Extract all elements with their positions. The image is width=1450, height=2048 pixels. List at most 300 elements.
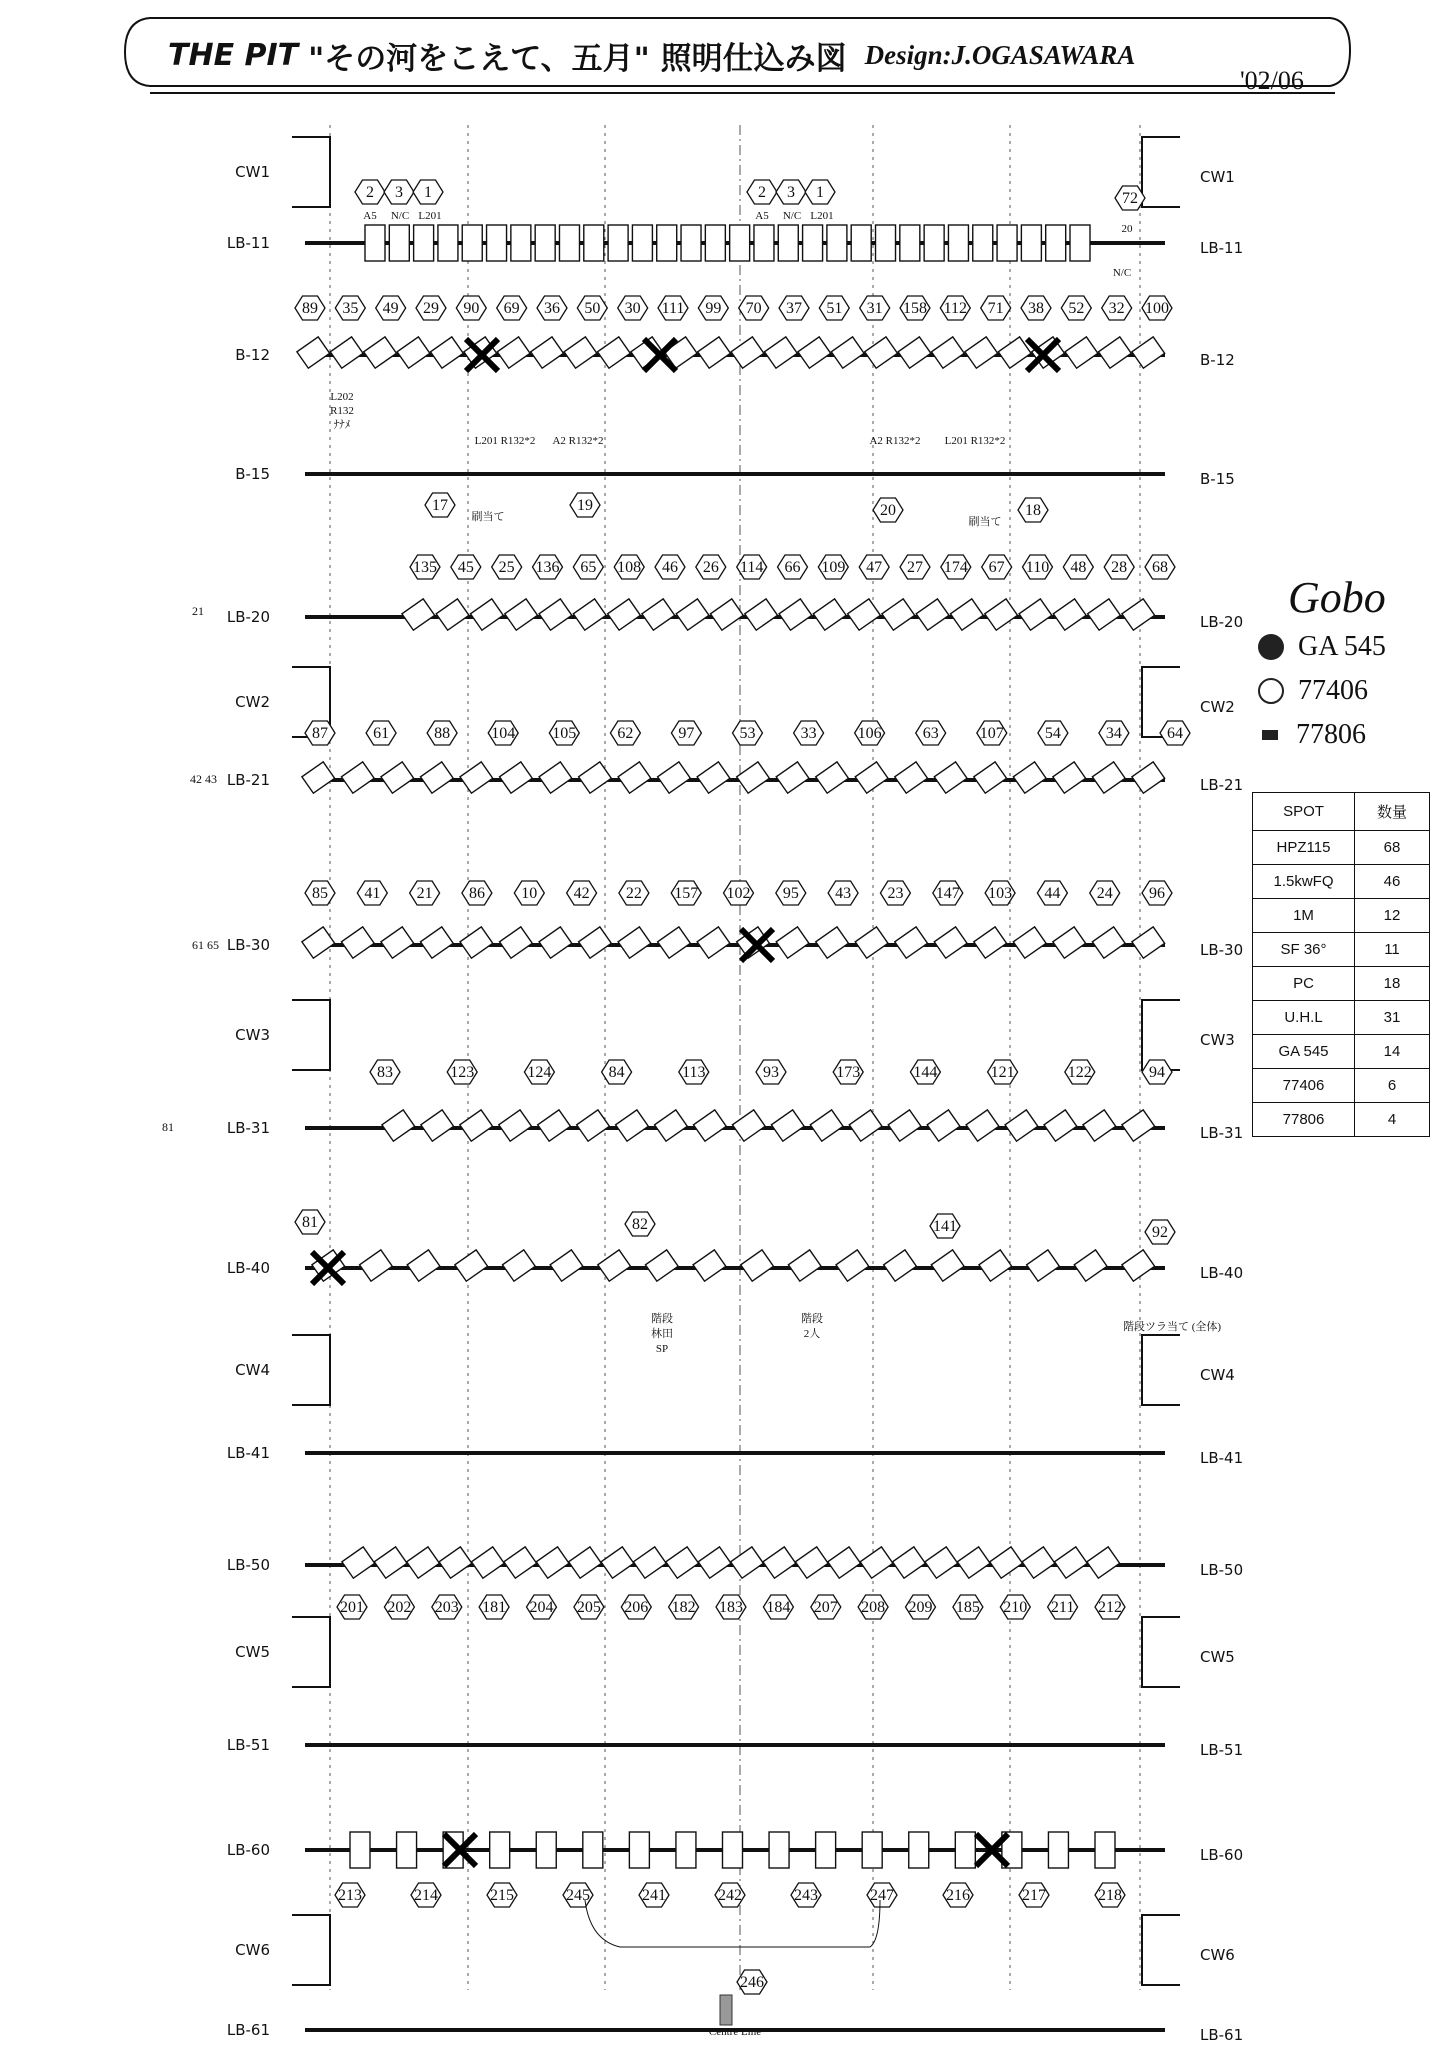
fixture-body [420,762,453,793]
fixture-body [1022,1547,1055,1578]
fixture-icon [697,927,730,958]
channel-number: 29 [423,300,439,317]
fixture-body [798,337,831,368]
fixture-icon [402,599,435,630]
fixture-body [816,927,849,958]
bar-rows [227,137,1243,2044]
fixture-body [658,762,691,793]
row-label-left: CW1 [235,163,270,181]
fixture-body [645,1250,678,1281]
fixture-body [536,1832,556,1868]
fixture-body [884,1250,917,1281]
fixture-body [430,337,463,368]
fixture-icon [597,337,630,368]
row-label-left: LB-21 [226,771,270,789]
channel-number: 48 [1070,559,1087,576]
channel-number: 83 [377,1064,393,1081]
fixture-icon [779,599,812,630]
fixture-body [676,599,709,630]
channel-number: 241 [642,1887,666,1904]
fixture-icon [851,225,871,261]
channel-number: 3 [787,184,795,201]
fixture-body [1132,927,1165,958]
fixture-icon [1048,1832,1068,1868]
row-label-left: LB-61 [226,2021,270,2039]
cw-bracket-right [1142,1335,1180,1405]
fixture-icon [381,762,414,793]
channel-number: 211 [1050,1599,1075,1616]
fixture-body [895,762,928,793]
fixture-icon [816,762,849,793]
row-label-left: LB-41 [226,1444,270,1462]
fixture-body [795,1547,828,1578]
plot-date: '02/06 [1240,66,1304,95]
fixture-icon [745,599,778,630]
page-title [168,30,1348,80]
fixture-body [579,927,612,958]
channel-number: 27 [907,559,923,576]
fixture-icon [539,762,572,793]
fixture-body [381,927,414,958]
row-label-right: LB-20 [1200,613,1244,631]
fixture-icon [916,599,949,630]
fixture-icon [500,762,533,793]
fixture-body [697,927,730,958]
channel-number: 53 [739,725,756,742]
channel-number: 95 [782,885,799,902]
channel-number: 32 [1108,300,1125,317]
fixture-icon [342,1547,375,1578]
channel-number: 71 [987,300,1004,317]
fixture-body [974,762,1007,793]
channel-number: 111 [661,300,685,317]
fixture-body [341,762,374,793]
fixture-icon [895,762,928,793]
fixture-body [573,599,606,630]
fixture-icon [803,225,823,261]
channel-number: 82 [632,1216,648,1233]
channel-number: 124 [527,1064,552,1081]
table-cell: 77806 [1253,1103,1355,1137]
fixture-body [1013,927,1046,958]
fixture-body [836,1250,869,1281]
table-cell: 46 [1355,865,1430,899]
channel-number: 217 [1022,1887,1046,1904]
fixture-icon [849,1110,882,1141]
cw-bracket-left [292,1915,330,1985]
fixture-body [955,1832,975,1868]
fixture-body [350,1832,370,1868]
channel-number: 90 [463,300,480,317]
fixture-icon [924,225,944,261]
fixture-body [848,599,881,630]
table-cell: GA 545 [1253,1035,1355,1069]
fixture-icon [955,1832,975,1868]
fixture-body [470,599,503,630]
fixture-body [698,1547,731,1578]
fixture-icon [934,927,967,958]
fixture-icon [1098,337,1131,368]
row-label-left: LB-40 [226,1259,270,1277]
channel-number: 88 [434,725,451,742]
fixture-icon [365,225,385,261]
fixture-body [538,1110,571,1141]
fixture-icon [1087,1547,1120,1578]
fixture-body [460,762,493,793]
fixture-icon [764,337,797,368]
fixture-icon [584,225,604,261]
fixture-body [737,762,770,793]
fixture-icon [499,1110,532,1141]
row-label-right: LB-61 [1200,2026,1244,2044]
fixture-body [1048,1832,1068,1868]
fixture-body [927,1110,960,1141]
row-label-right: B-12 [1200,351,1235,369]
fixture-body [888,1110,921,1141]
channel-number: 38 [1028,300,1044,317]
lb11-annotation: A5 [755,210,769,222]
fixture-body [584,225,604,261]
channel-number: 17 [432,497,448,514]
channel-number: 213 [338,1887,362,1904]
fixture-body [583,1832,603,1868]
fixture-body [769,1832,789,1868]
fixture-body [381,762,414,793]
fixture-icon [579,927,612,958]
row-label-left: B-15 [235,465,270,483]
lb11-annotation: N/C [390,210,410,222]
table-header-cell: 数量 [1355,793,1430,831]
fixture-body [655,1110,688,1141]
fixture-icon [957,1547,990,1578]
fixture-body [666,1547,699,1578]
fixture-icon [579,762,612,793]
channel-number: 182 [671,1599,696,1616]
fixture-icon [888,1110,921,1141]
fixture-body [374,1547,407,1578]
channel-number: 92 [1152,1224,1168,1241]
fixture-icon [855,762,888,793]
cw-bracket-left [292,1335,330,1405]
fixture-body [1087,1547,1120,1578]
channel-number: 46 [662,559,678,576]
fixture-body [934,762,967,793]
fixture-body [732,1110,765,1141]
fixture-icon [505,599,538,630]
fixture-body [633,1547,666,1578]
fixture-body [360,1250,393,1281]
channel-number: 201 [340,1599,364,1616]
fixture-icon [539,599,572,630]
channel-number: 72 [1122,190,1138,207]
fixture-icon [1027,1250,1060,1281]
channel-number: 64 [1167,725,1183,742]
channel-number: 99 [705,300,722,317]
channel-number: 86 [468,885,485,902]
table-cell: 12 [1355,899,1430,933]
fixture-icon [341,927,374,958]
fixture-icon [973,225,993,261]
fixture-icon [559,225,579,261]
channel-number: 96 [1149,885,1165,902]
fixture-icon [341,762,374,793]
fixture-icon [642,599,675,630]
fixture-body [862,1832,882,1868]
row-label-right: LB-60 [1200,1846,1244,1864]
fixture-icon [397,1832,417,1868]
fixture-icon [831,337,864,368]
fixture-body [827,225,847,261]
fixture-icon [601,1547,634,1578]
row-label-right: LB-50 [1200,1561,1244,1579]
fixture-body [1065,337,1098,368]
row-label-right: CW4 [1200,1366,1235,1384]
lb40-annotation: SP [655,1343,669,1355]
row-label-left: LB-20 [226,608,270,626]
fixture-icon [732,1110,765,1141]
fixture-icon [1005,1110,1038,1141]
channel-number: 245 [566,1887,590,1904]
fixture-icon [1070,225,1090,261]
fixture-icon [360,1250,393,1281]
fixture-body [608,599,641,630]
fixture-body [500,927,533,958]
b12-annotation: L202 [330,391,354,403]
fixture-body [865,337,898,368]
row-label-left: LB-31 [226,1119,270,1137]
channel-number: 37 [786,300,802,317]
fixture-body [471,1547,504,1578]
channel-number: 1 [424,184,432,201]
fixture-icon [381,927,414,958]
channel-number: 30 [624,300,641,317]
fixture-icon [439,1547,472,1578]
lb11-annotation: N/C [782,210,802,222]
fixture-icon [1022,1547,1055,1578]
fixture-icon [798,337,831,368]
margin-number: 21 [192,604,204,618]
b12-annotation: ﾅﾅﾒ [333,419,351,431]
gobo-label: 77806 [1296,719,1366,750]
fixture-body [657,225,677,261]
fixture-body [771,1110,804,1141]
table-row [1253,967,1430,1001]
fixture-icon [676,599,709,630]
channel-number: 87 [312,725,328,742]
fixture-icon [884,1250,917,1281]
fixture-icon [860,1547,893,1578]
fixture-icon [1095,1832,1115,1868]
fixture-body [849,1110,882,1141]
channel-number: 10 [521,885,538,902]
fixture-icon [1065,337,1098,368]
fixture-body [1053,762,1086,793]
channel-number: 218 [1098,1887,1122,1904]
fixture-icon [535,225,555,261]
fixture-body [618,762,651,793]
fixture-icon [990,1547,1023,1578]
fixture-body [632,225,652,261]
fixture-body [828,1547,861,1578]
fixture-icon [531,337,564,368]
fixture-body [990,1547,1023,1578]
row-label-left: LB-50 [226,1556,270,1574]
fixture-icon [577,1110,610,1141]
fixture-icon [925,1547,958,1578]
fixture-icon [421,1110,454,1141]
fixture-icon [1053,927,1086,958]
fixture-icon [297,337,330,368]
fixture-body [831,337,864,368]
fixture-icon [997,225,1017,261]
fixture-icon [985,599,1018,630]
row-label-left: LB-51 [226,1736,270,1754]
fixture-icon [539,927,572,958]
channel-number: 81 [302,1214,318,1231]
fixture-body [855,927,888,958]
fixture-icon [931,337,964,368]
centre-line-marker [720,1995,732,2025]
spot-count-table [1252,792,1430,1137]
fixture-icon [693,1110,726,1141]
gobo-label: 77406 [1298,675,1368,706]
table-cell: 11 [1355,933,1430,967]
gobo-item [1258,719,1428,751]
channel-number: 36 [544,300,560,317]
fixture-icon [763,1547,796,1578]
fixture-body [693,1110,726,1141]
gobo-label: GA 545 [1298,631,1386,662]
channel-number: 65 [580,559,597,576]
channel-number: 106 [857,725,882,742]
centre-line-label: Centre Line [708,2026,762,2038]
row-label-right: LB-41 [1200,1449,1244,1467]
fixture-icon [698,337,731,368]
fixture-icon [1053,762,1086,793]
fixture-icon [931,1250,964,1281]
channel-number: 157 [674,885,699,902]
fixture-body [341,927,374,958]
fixture-icon [810,1110,843,1141]
fixture-body [1122,1250,1155,1281]
fixture-icon [710,599,743,630]
fixture-body [776,927,809,958]
fixture-icon [618,762,651,793]
fixture-icon [836,1250,869,1281]
fixture-icon [389,225,409,261]
fixture-icon [658,927,691,958]
cw-bracket-left [292,1617,330,1687]
fixture-body [414,225,434,261]
row-label-left: B-12 [235,346,270,364]
fixture-body [364,337,397,368]
fixture-body [979,1250,1012,1281]
fixture-body [816,1832,836,1868]
fixture-icon [855,927,888,958]
fixture-body [1122,599,1155,630]
row-label-right: LB-21 [1200,776,1244,794]
row-label-right: CW3 [1200,1031,1235,1049]
channel-number: 18 [1025,502,1041,519]
table-cell: 18 [1355,967,1430,1001]
fixture-icon [1074,1250,1107,1281]
channel-number: 93 [763,1064,779,1081]
table-row [1253,1069,1430,1103]
channel-number: 210 [1003,1599,1028,1616]
fixture-body [597,337,630,368]
b15-caption: 刷当て [471,511,505,523]
fixture-body [436,599,469,630]
fixture-icon [536,1832,556,1868]
row-label-right: CW5 [1200,1648,1235,1666]
gobo-title: Gobo [1288,573,1386,622]
channel-number: 203 [434,1599,459,1616]
fixture-icon [966,1110,999,1141]
fixture-icon [1053,599,1086,630]
fixture-body [882,599,915,630]
fixture-body [1053,599,1086,630]
channel-number: 114 [739,559,764,576]
fixture-body [985,599,1018,630]
fixture-body [898,337,931,368]
fixture-body [763,1547,796,1578]
fixture-body [497,337,530,368]
fixture-body [579,762,612,793]
row-label-right: LB-30 [1200,941,1244,959]
table-cell: 31 [1355,1001,1430,1035]
row-label-left: CW6 [235,1941,270,1959]
table-cell: 6 [1355,1069,1430,1103]
fixture-body [681,225,701,261]
fixture-body [505,599,538,630]
channel-number: 54 [1044,725,1061,742]
fixture-body [402,599,435,630]
fixture-body [1095,1832,1115,1868]
fixture-body [997,225,1017,261]
fixture-body [504,1547,537,1578]
gobo-item [1258,631,1428,663]
channel-number: 205 [576,1599,601,1616]
channel-number: 35 [342,300,359,317]
channel-number: 158 [903,300,927,317]
fixture-icon [500,927,533,958]
fixture-body [851,225,871,261]
channel-number: 51 [826,300,843,317]
b15-annotation: L201 R132*2 [944,435,1006,447]
fixture-body [893,1547,926,1578]
channel-number: 68 [1152,559,1168,576]
fixture-icon [900,225,920,261]
row-label-right: CW1 [1200,168,1235,186]
fixture-icon [350,1832,370,1868]
lb40-annotation: 林田 [651,1328,673,1340]
cw-bracket-right [1142,137,1180,207]
fixture-icon [538,1110,571,1141]
fixture-body [931,1250,964,1281]
table-cell: PC [1253,967,1355,1001]
fixture-body [697,762,730,793]
table-cell: 68 [1355,831,1430,865]
channel-number: 28 [1111,559,1128,576]
fixture-icon [608,225,628,261]
channel-number: 97 [678,725,695,742]
row-label-left: CW3 [235,1026,270,1044]
fixture-body [909,1832,929,1868]
fixture-body [601,1547,634,1578]
fixture-body [502,1250,535,1281]
fixture-body [698,337,731,368]
channel-number: 112 [943,300,968,317]
